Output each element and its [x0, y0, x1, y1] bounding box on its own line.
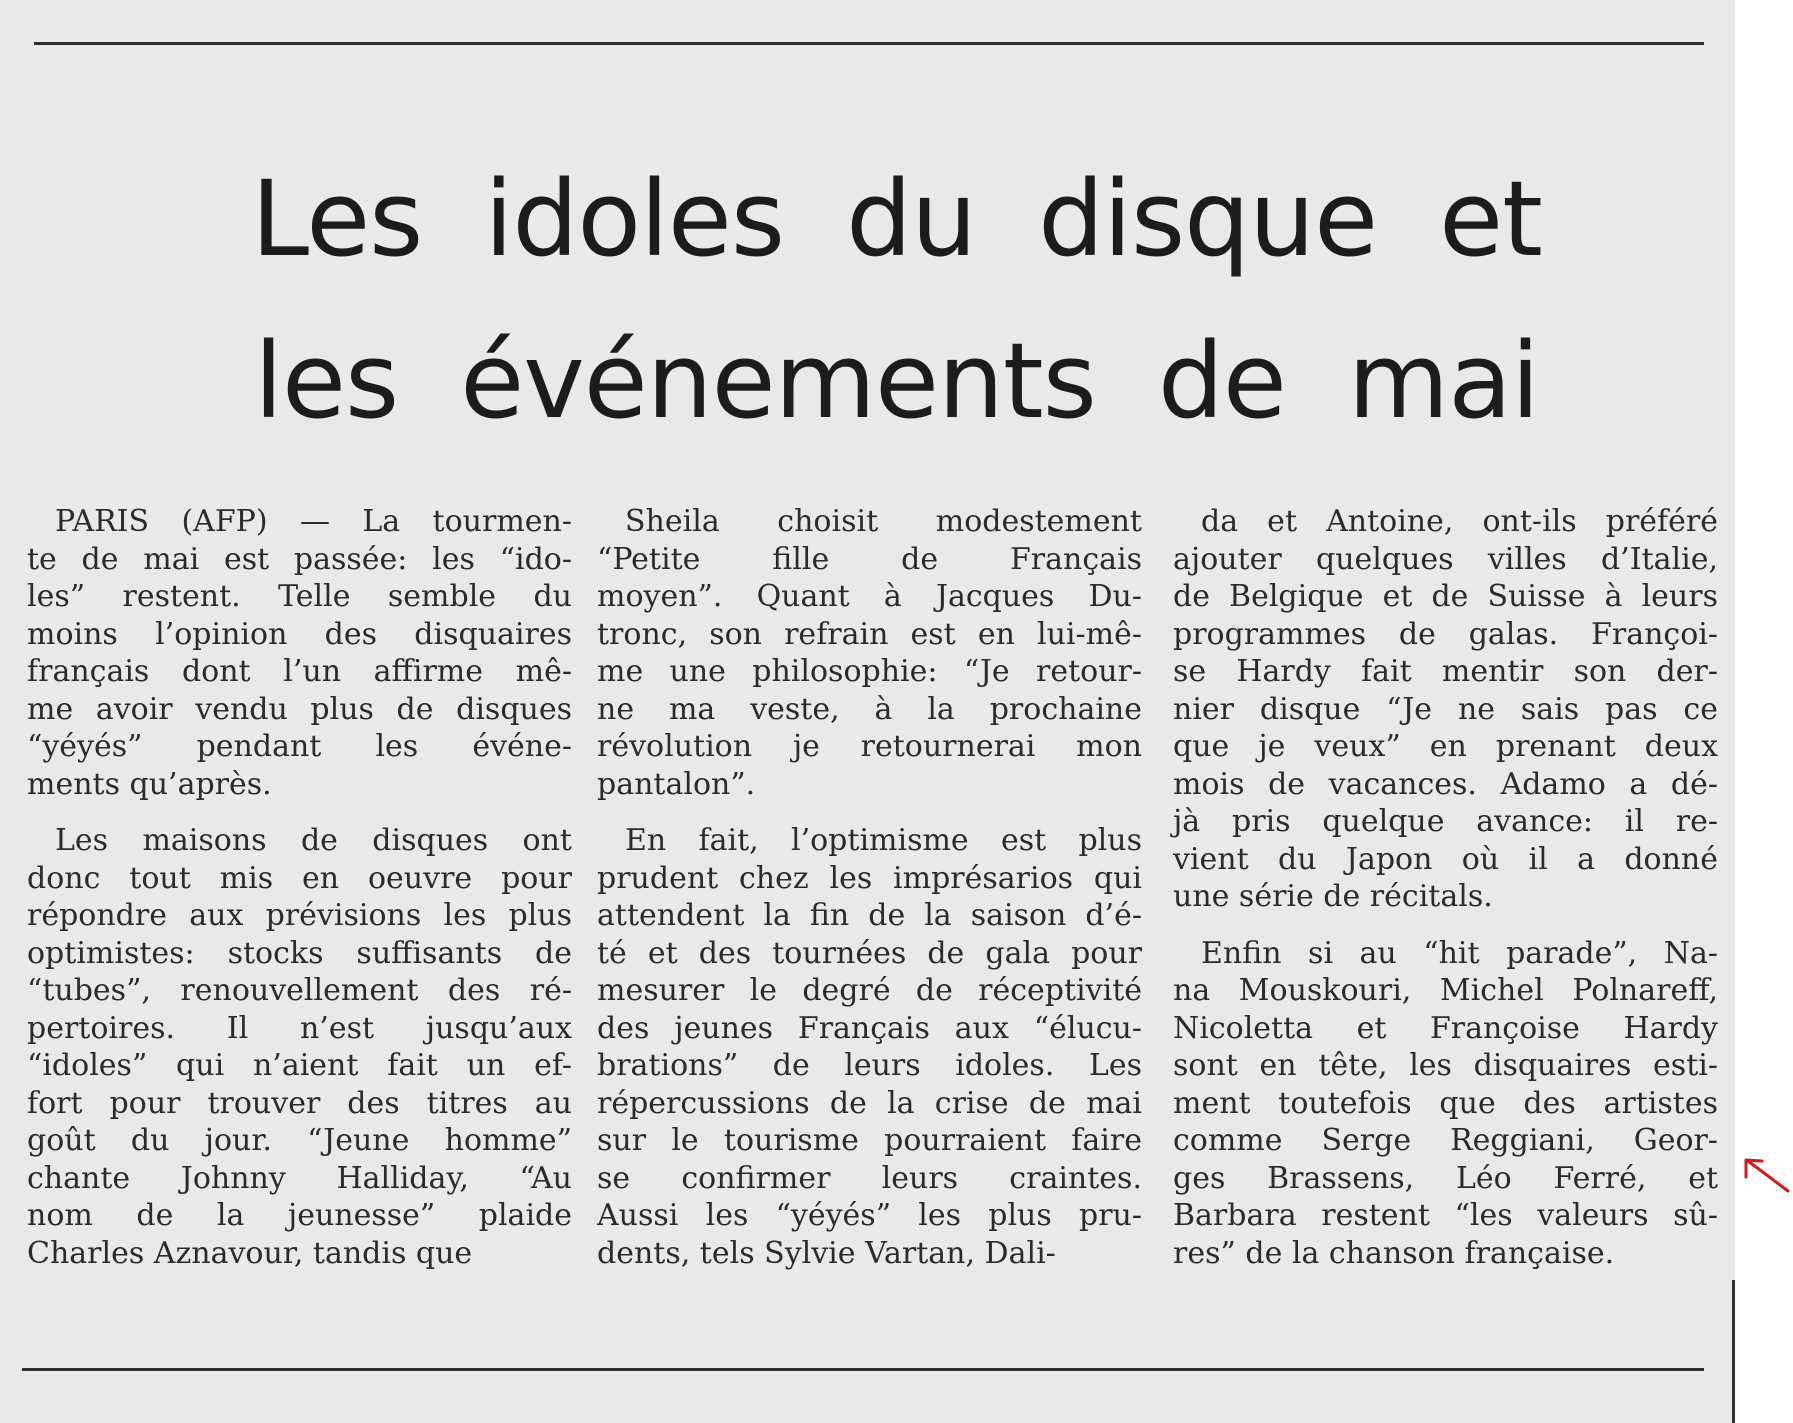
- text-line: pantalon”.: [597, 766, 756, 802]
- text-line: que je veux” en prenant deux: [1173, 729, 1718, 764]
- top-rule: [34, 42, 1704, 45]
- text-line: répercussions de la crise de mai: [597, 1085, 1142, 1121]
- text-line: Enfin si au “hit parade”, Na-: [1201, 935, 1718, 971]
- text-line: “Petite fille de Français: [597, 541, 1142, 577]
- article-column-2: [597, 503, 1142, 1291]
- text-line: mesurer le degré de réceptivité: [597, 973, 1142, 1008]
- paragraph: [1173, 935, 1718, 1273]
- text-line: Charles Aznavour, tandis que: [27, 1235, 473, 1271]
- paragraph: [27, 503, 572, 803]
- text-line: ments qu’après.: [27, 766, 272, 802]
- text-line: Barbara restent “les valeurs sû-: [1173, 1198, 1718, 1233]
- text-line: programmes de galas. Françoi-: [1173, 616, 1718, 652]
- text-line: mois de vacances. Adamo a dé-: [1173, 766, 1718, 802]
- text-line: En fait, l’optimisme est plus: [625, 823, 1142, 858]
- text-line: sur le tourisme pourraient faire: [597, 1123, 1142, 1158]
- text-line: ne ma veste, à la prochaine: [597, 691, 1142, 727]
- text-line: da et Antoine, ont-ils préféré: [1201, 504, 1718, 539]
- text-line: moyen”. Quant à Jacques Du-: [597, 579, 1142, 614]
- text-line: des jeunes Français aux “élucu-: [597, 1010, 1142, 1046]
- text-line: PARIS (AFP) — La tourmen-: [55, 504, 572, 539]
- text-line: res” de la chanson française.: [1173, 1235, 1615, 1271]
- headline-line-1: Les idoles du disque et: [251, 158, 1542, 280]
- article-headline: [0, 138, 1793, 462]
- text-line: répondre aux prévisions les plus: [27, 898, 572, 933]
- text-line: “tubes”, renouvellement des ré-: [27, 973, 572, 1008]
- text-line: comme Serge Reggiani, Geor-: [1173, 1123, 1718, 1158]
- column-edge-mark: [1732, 1280, 1735, 1423]
- text-line: me une philosophie: “Je retour-: [597, 654, 1142, 689]
- text-line: français dont l’un affirme mê-: [27, 654, 572, 689]
- text-line: jà pris quelque avance: il re-: [1173, 804, 1718, 839]
- headline-line-2: les événements de mai: [254, 320, 1539, 442]
- text-line: moins l’opinion des disquaires: [27, 616, 572, 652]
- text-line: révolution je retournerai mon: [597, 729, 1142, 764]
- text-line: Les maisons de disques ont: [55, 823, 572, 858]
- text-line: nier disque “Je ne sais pas ce: [1173, 691, 1718, 727]
- text-line: attendent la fin de la saison d’é-: [597, 898, 1142, 933]
- text-line: brations” de leurs idoles. Les: [597, 1048, 1142, 1083]
- paragraph: [597, 503, 1142, 803]
- text-line: te de mai est passée: les “ido-: [27, 541, 572, 577]
- text-line: se Hardy fait mentir son der-: [1173, 654, 1718, 689]
- text-line: les” restent. Telle semble du: [27, 579, 572, 614]
- text-line: se confirmer leurs craintes.: [597, 1160, 1142, 1196]
- text-line: té et des tournées de gala pour: [597, 935, 1142, 971]
- text-line: tronc, son refrain est en lui-mê-: [597, 616, 1142, 652]
- text-line: vient du Japon où il a donné: [1173, 841, 1718, 877]
- text-line: ment toutefois que des artistes: [1173, 1085, 1718, 1121]
- text-line: Sheila choisit modestement: [625, 504, 1142, 539]
- text-line: na Mouskouri, Michel Polnareff,: [1173, 973, 1718, 1008]
- text-line: sont en tête, les disquaires esti-: [1173, 1048, 1718, 1083]
- article-column-1: [27, 503, 572, 1291]
- paragraph: [1173, 503, 1718, 916]
- bottom-rule: [22, 1368, 1704, 1371]
- text-line: ajouter quelques villes d’Italie,: [1173, 541, 1718, 577]
- text-line: ges Brassens, Léo Ferré, et: [1173, 1160, 1718, 1196]
- text-line: nom de la jeunesse” plaide: [27, 1198, 572, 1233]
- text-line: donc tout mis en oeuvre pour: [27, 860, 572, 896]
- text-line: une série de récitals.: [1173, 879, 1493, 914]
- text-line: optimistes: stocks suffisants de: [27, 935, 572, 971]
- text-line: goût du jour. “Jeune homme”: [27, 1123, 572, 1158]
- text-line: de Belgique et de Suisse à leurs: [1173, 579, 1718, 614]
- text-line: “yéyés” pendant les événe-: [27, 729, 572, 764]
- text-line: dents, tels Sylvie Vartan, Dali-: [597, 1235, 1056, 1271]
- text-line: Aussi les “yéyés” les plus pru-: [597, 1198, 1142, 1233]
- text-line: me avoir vendu plus de disques: [27, 691, 572, 727]
- paragraph: [27, 822, 572, 1272]
- text-line: pertoires. Il n’est jusqu’aux: [27, 1010, 572, 1046]
- text-line: prudent chez les imprésarios qui: [597, 860, 1142, 896]
- text-line: chante Johnny Halliday, “Au: [27, 1160, 572, 1196]
- paragraph: [597, 822, 1142, 1272]
- text-line: Nicoletta et Françoise Hardy: [1173, 1010, 1718, 1046]
- text-line: “idoles” qui n’aient fait un ef-: [27, 1048, 572, 1083]
- article-column-3: [1173, 503, 1718, 1291]
- annotation-arrow-icon: [1740, 1155, 1790, 1195]
- text-line: fort pour trouver des titres au: [27, 1085, 572, 1121]
